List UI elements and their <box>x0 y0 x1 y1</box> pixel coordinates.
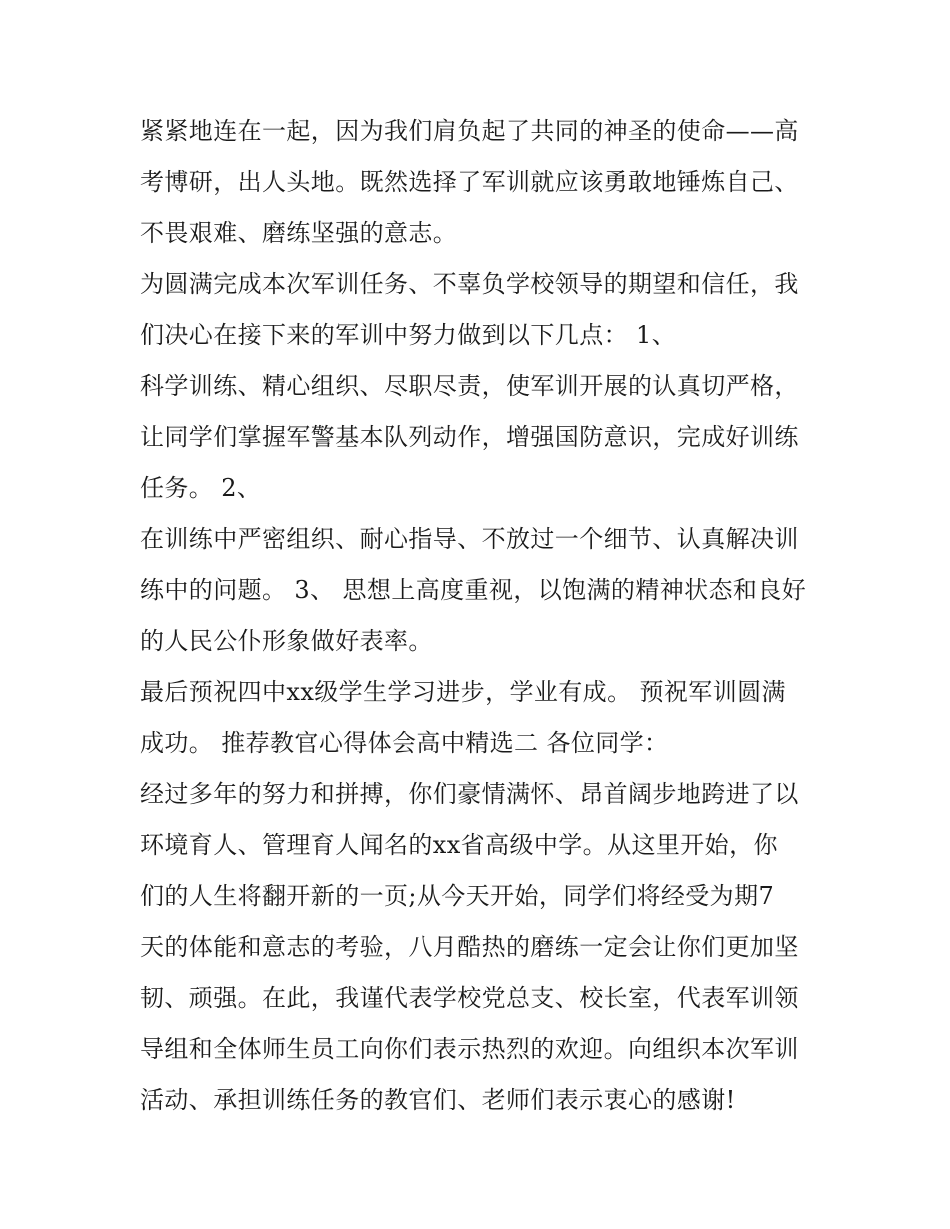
text-line: 为圆满完成本次军训任务、不辜负学校领导的期望和信任，我 <box>140 270 799 298</box>
text-line: 韧、顽强。在此，我谨代表学校党总支、校长室，代表军训领 <box>140 984 799 1012</box>
text-line: 科学训练、精心组织、尽职尽责，使军训开展的认真切严格， <box>140 372 799 400</box>
text-line: 练中的问题。 3、 思想上高度重视，以饱满的精神状态和良好 <box>140 576 807 604</box>
text-line: 让同学们掌握军警基本队列动作，增强国防意识，完成好训练 <box>140 423 799 451</box>
text-line: 们决心在接下来的军训中努力做到以下几点： 1、 <box>140 321 677 349</box>
text-line: 成功。 推荐教官心得体会高中精选二 各位同学： <box>140 729 669 757</box>
text-line: 不畏艰难、磨练坚强的意志。 <box>140 219 458 247</box>
text-line: 最后预祝四中xx级学生学习进步，学业有成。 预祝军训圆满 <box>140 678 786 706</box>
text-line: 们的人生将翻开新的一页;从今天开始，同学们将经受为期7 <box>140 882 775 910</box>
text-line: 活动、承担训练任务的教官们、老师们表示衷心的感谢! <box>140 1086 736 1114</box>
text-line: 紧紧地连在一起，因为我们肩负起了共同的神圣的使命——高 <box>140 117 799 145</box>
text-line: 的人民公仆形象做好表率。 <box>140 627 433 655</box>
text-line: 导组和全体师生员工向你们表示热烈的欢迎。向组织本次军训 <box>140 1035 799 1063</box>
text-line: 任务。 2、 <box>140 474 262 502</box>
text-line: 考博研，出人头地。既然选择了军训就应该勇敢地锤炼自己、 <box>140 168 799 196</box>
text-line: 经过多年的努力和拼搏，你们豪情满怀、昂首阔步地跨进了以 <box>140 780 799 808</box>
text-line: 在训练中严密组织、耐心指导、不放过一个细节、认真解决训 <box>140 525 799 553</box>
text-line: 环境育人、管理育人闻名的xx省高级中学。从这里开始，你 <box>140 831 778 859</box>
text-line: 天的体能和意志的考验，八月酷热的磨练一定会让你们更加坚 <box>140 933 799 961</box>
body-text <box>140 106 820 1126</box>
